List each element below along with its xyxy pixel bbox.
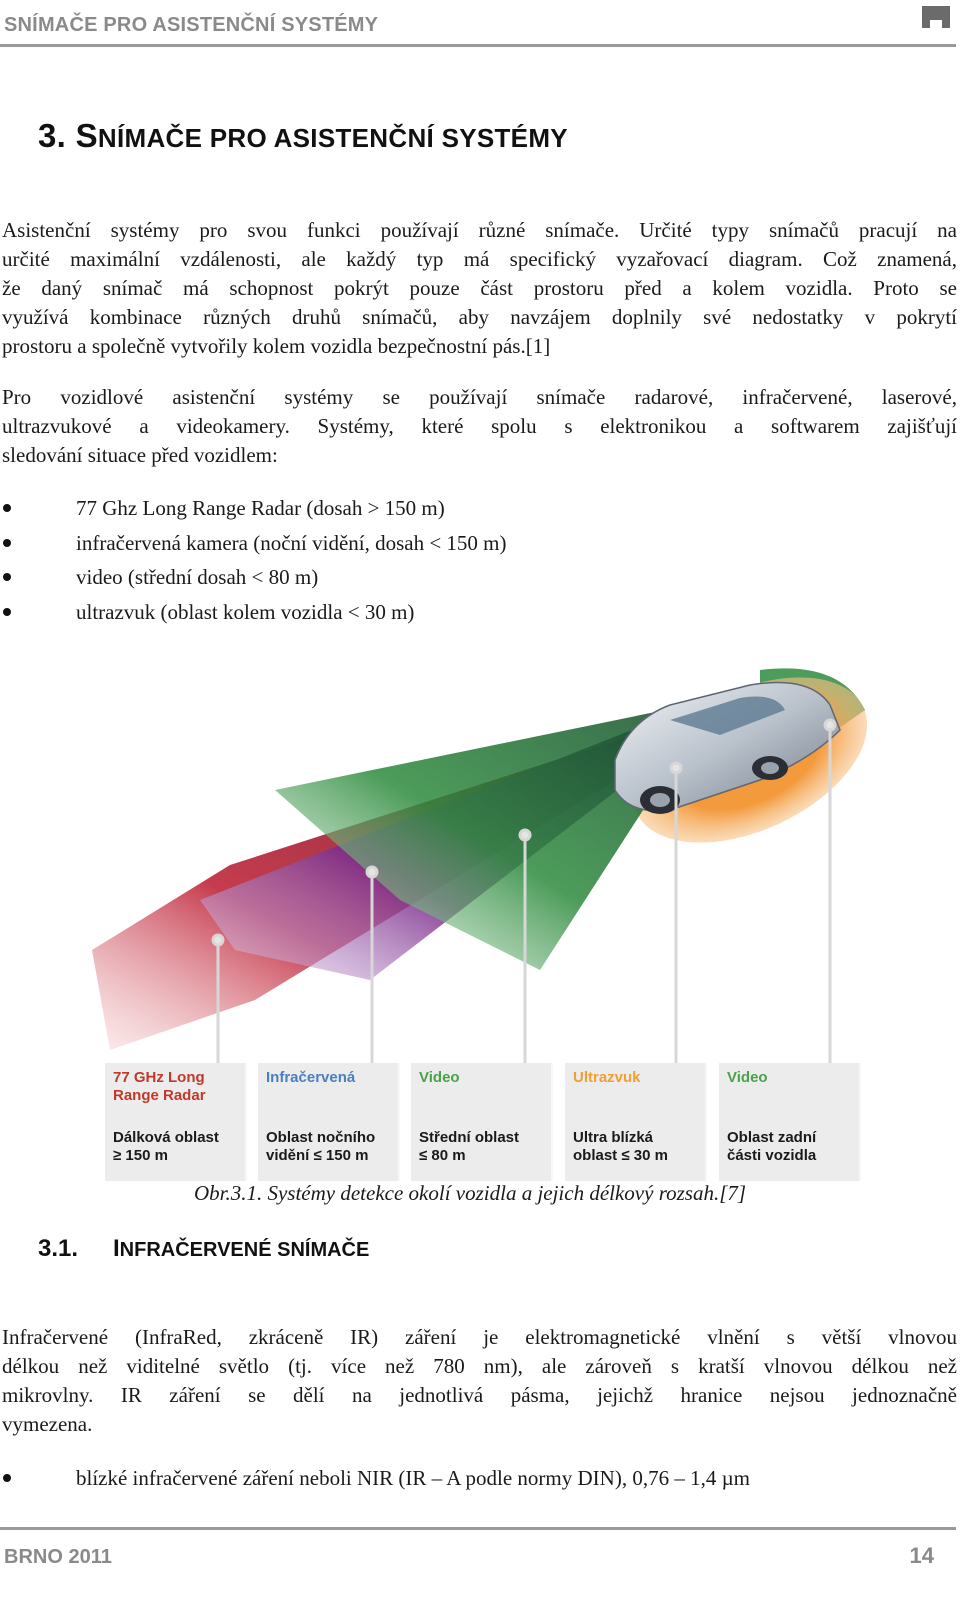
paragraph-line: určité maximální vzdálenosti, ale každý typ má specifický vyzařovací diagram. Což znamená, [2,247,957,271]
sensors-paragraph [2,383,957,470]
chapter-number: 3. [38,117,67,154]
paragraph-line: prostoru a společně vytvořily kolem vozidla bezpečnostní pás.[1] [2,334,551,358]
infrared-paragraph [2,1323,957,1439]
legend-infrared: Infračervená Oblast nočního vidění ≤ 150 m [258,1063,400,1181]
paragraph-line: sledování situace před vozidlem: [2,443,278,467]
bullet-icon [3,573,11,581]
header-rule [0,44,956,47]
legend-front-video: Video Střední oblast ≤ 80 m [411,1063,553,1181]
paragraph-line: využívá kombinace různých druhů snímačů, aby navzájem doplnily své nedostatky v pokrytí [2,305,957,329]
section-heading [38,1235,369,1263]
paragraph-line: Asistenční systémy pro svou funkci používají různé snímače. Určité typy snímačů pracují na [2,218,957,242]
paragraph-line: ultrazvukové a videokamery. Systémy, které spolu s elektronikou a softwarem zajišťují [2,414,957,438]
paragraph-line: Infračervené (InfraRed, zkráceně IR) záření je elektromagnetické vlnění s větší vlnovou [2,1325,957,1349]
running-header-title: SNÍMAČE PRO ASISTENČNÍ SYSTÉMY [4,14,379,36]
bullet-icon [3,539,11,547]
paragraph-line: Pro vozidlové asistenční systémy se používají snímače radarové, infračervené, laserové, [2,385,957,409]
chapter-heading [38,117,568,155]
section-number: 3.1. [38,1235,79,1262]
footer-rule [0,1527,956,1530]
bullet-icon [3,504,11,512]
chapter-title-rest: NÍMAČE PRO ASISTENČNÍ SYSTÉMY [97,123,568,153]
paragraph-line: vymezena. [2,1412,93,1436]
paragraph-line: délkou než viditelné světlo (tj. více než 780 nm), ale zároveň s kratší vlnovou délkou než [2,1354,957,1378]
chapter-title-initial: S [75,117,98,154]
bullet-icon [3,1474,11,1482]
footer-location: BRNO 2011 [4,1546,112,1568]
paragraph-line: mikrovlny. IR záření se dělí na jednotlivá pásma, jejichž hranice nejsou jednoznačně [2,1383,957,1407]
legend-ultrasonic: Ultrazvuk Ultra blízká oblast ≤ 30 m [565,1063,707,1181]
page-corner-icon [920,4,952,32]
paragraph-line: že daný snímač má schopnost pokrýt pouze část prostoru před a kolem vozidla. Proto se [2,276,957,300]
section-title-rest: NFRAČERVENÉ SNÍMAČE [119,1239,370,1261]
legend-radar: 77 GHz Long Range Radar Dálková oblast ≥ 150 m [105,1063,247,1181]
page-number: 14 [909,1543,934,1568]
section-title-initial: I [113,1235,120,1262]
bullet-icon [3,608,11,616]
intro-paragraph [2,216,957,361]
figure-caption: Obr.3.1. Systémy detekce okolí vozidla a jejich délkový rozsah.[7] [193,1181,747,1205]
legend-rear-video: Video Oblast zadní části vozidla [719,1063,861,1181]
